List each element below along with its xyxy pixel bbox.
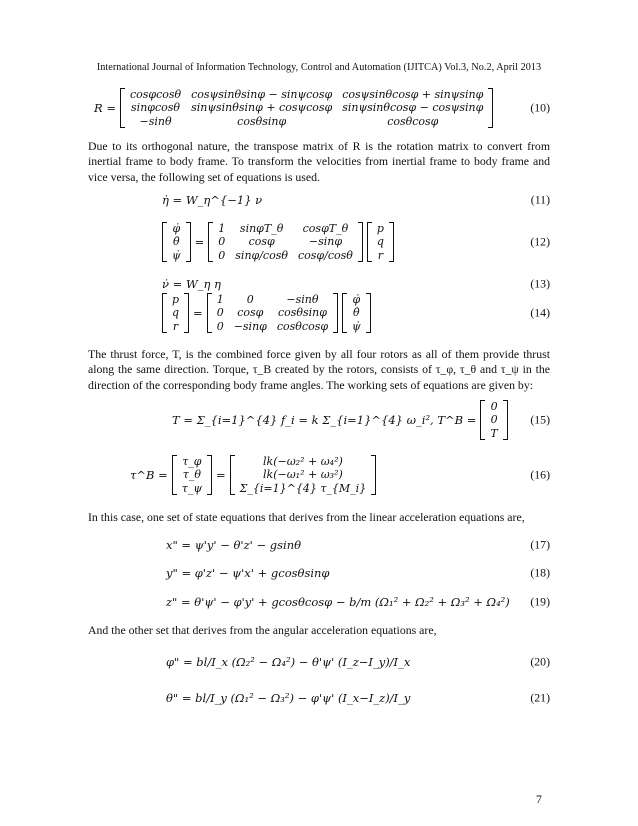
vector-cell: τ_ψ xyxy=(181,481,202,495)
vector-cell: lk(−ω₁² + ω₃²) xyxy=(263,468,343,482)
eq11-expression: η̇ = W_η^{−1} ν xyxy=(162,193,263,207)
matrix-cell: 0 xyxy=(218,248,226,262)
vector-cell: φ̇ xyxy=(352,292,361,306)
equation-15 xyxy=(88,398,550,442)
equation-14: p q r = 1 0 −sinθ 0 cosφ cosθsinφ 0 −sinφ cosθcosφ φ̇ θ̇ ψ̇ (14) xyxy=(88,290,550,336)
eq17-expression: x" = ψ'y' − θ'z' − gsinθ xyxy=(166,538,302,552)
equation-20 xyxy=(88,648,550,676)
eq21-expression: θ" = bl/I_y (Ω₁² − Ω₃²) − φ'ψ' (I_x−I_z)/I_y xyxy=(166,691,411,705)
eq19-expression: z" = θ'ψ' − φ'y' + gcosθcosφ − b/m (Ω₁² + Ω₂² + Ω₃² + Ω₄²) xyxy=(166,595,510,609)
matrix-cell: cosψsinθsinφ − sinψcosφ xyxy=(191,87,333,101)
body-rate-vector xyxy=(367,222,394,263)
matrix-cell: cosθcosφ xyxy=(276,319,329,333)
matrix-cell: cosφ xyxy=(237,306,264,320)
vector-cell: ψ̇ xyxy=(352,319,361,333)
equation-18 xyxy=(88,563,550,583)
vector-cell: θ̇ xyxy=(353,306,360,320)
vector-cell: q xyxy=(376,235,384,249)
page-number: 7 xyxy=(536,792,542,806)
vector-cell: lk(−ω₂² + ω₄²) xyxy=(263,454,343,468)
matrix-cell: sinψsinθcosφ − cosψsinφ xyxy=(342,101,484,115)
vector-cell: p xyxy=(172,292,180,306)
equation-16: τ^B = τ_φ τ_θ τ_ψ = lk(−ω₂² + ω₄²) lk(−ω₁² + ω₃²) Σ_{i=1}^{4} τ_{M_i} (16) xyxy=(130,454,550,495)
equation-number: (11) xyxy=(530,192,550,207)
matrix-cell: −sinθ xyxy=(286,292,319,306)
vector-cell: r xyxy=(172,319,179,333)
eq13-expression: ν̇ = W_η η xyxy=(162,277,221,291)
thrust-vector xyxy=(480,400,507,441)
rotation-matrix xyxy=(120,88,493,129)
equation-17 xyxy=(88,535,550,555)
vector-cell: τ_θ xyxy=(182,468,201,482)
euler-rate-vector xyxy=(342,293,371,334)
matrix-cell: 0 xyxy=(216,306,224,320)
equation-number: (21) xyxy=(530,690,550,705)
vector-cell: 0 xyxy=(490,399,498,413)
equation-10 xyxy=(88,84,550,132)
equation-number: (18) xyxy=(530,565,550,580)
matrix-cell: −sinθ xyxy=(139,114,172,128)
matrix-cell: cosψsinθcosφ + sinψsinφ xyxy=(342,87,484,101)
matrix-cell: 0 xyxy=(216,319,224,333)
matrix-cell: 1 xyxy=(216,292,224,306)
vector-cell: ψ̇ xyxy=(172,248,181,262)
paragraph-angular: And the other set that derives from the angular acceleration equations are, xyxy=(88,623,437,637)
vector-cell: T xyxy=(490,426,498,440)
equation-number: (16) xyxy=(530,467,550,482)
equation-number: (17) xyxy=(530,537,550,552)
vector-cell: φ̇ xyxy=(172,221,181,235)
matrix-cell: cosθsinφ xyxy=(277,306,327,320)
equation-21 xyxy=(88,684,550,712)
eq16-lhs-prefix: τ^B = xyxy=(130,468,168,482)
equation-12: φ̇ θ̇ ψ̇ = 1 sinφT_θ cosφT_θ 0 cosφ −sinφ 0 sinφ/cosθ cosφ/cosθ p q r (12) xyxy=(88,219,550,265)
vector-cell: Σ_{i=1}^{4} τ_{M_i} xyxy=(239,481,367,495)
equation-number: (13) xyxy=(530,276,550,291)
matrix-cell: cosθcosφ xyxy=(387,114,439,128)
eq15-expression: T = Σ_{i=1}^{4} f_i = k Σ_{i=1}^{4} ω_i², T^B = xyxy=(172,413,477,427)
equation-number: (20) xyxy=(530,654,550,669)
vector-cell: τ_φ xyxy=(182,454,202,468)
vector-cell: θ̇ xyxy=(173,235,180,249)
matrix-cell: cosφcosθ xyxy=(129,87,182,101)
equation-number: (19) xyxy=(530,594,550,609)
matrix-cell: −sinφ xyxy=(308,235,343,249)
eq20-expression: φ" = bl/I_x (Ω₂² − Ω₄²) − θ'ψ' (I_z−I_y)/I_x xyxy=(166,655,411,669)
matrix-cell: cosφT_θ xyxy=(302,221,349,235)
matrix-cell: sinφT_θ xyxy=(239,221,284,235)
paragraph-thrust: The thrust force, T, is the combined force given by all four rotors as all of them provide thrust along the same direction. Torque, τ_B created by the rotors, consists of τ_φ, τ_θ and τ_ψ in the direction of the corresponding body frame angles. The working sets of equations are given by: xyxy=(88,347,550,392)
equation-19 xyxy=(88,590,550,614)
vector-cell: p xyxy=(376,221,384,235)
vector-cell: 0 xyxy=(490,413,498,427)
torque-expression-vector xyxy=(230,455,377,496)
inverse-transform-matrix xyxy=(207,293,338,334)
torque-vector xyxy=(172,455,212,496)
equation-number: (14) xyxy=(530,305,550,320)
matrix-cell: 0 xyxy=(218,235,226,249)
vector-cell: r xyxy=(377,248,384,262)
journal-header: International Journal of Information Technology, Control and Automation (IJITCA) Vol.3, No.2, April 2013 xyxy=(96,62,542,73)
euler-rate-vector xyxy=(162,222,191,263)
transform-matrix xyxy=(208,222,363,263)
matrix-cell: cosφ/cosθ xyxy=(298,248,353,262)
matrix-cell: sinψsinθsinφ + cosψcosφ xyxy=(191,101,333,115)
eq10-lhs: R = xyxy=(94,101,116,115)
matrix-cell: −sinφ xyxy=(233,319,267,333)
matrix-cell: sinφcosθ xyxy=(131,101,181,115)
matrix-cell: 0 xyxy=(246,292,254,306)
matrix-cell: sinφ/cosθ xyxy=(235,248,288,262)
matrix-cell: 1 xyxy=(218,221,226,235)
equation-number: (15) xyxy=(530,412,550,427)
matrix-cell: cosφ xyxy=(248,235,275,249)
body-rate-vector xyxy=(162,293,189,334)
eq18-expression: y" = φ'z' − ψ'x' + gcosθsinφ xyxy=(166,566,330,580)
equation-number: (12) xyxy=(530,234,550,249)
vector-cell: q xyxy=(172,306,180,320)
equation-11 xyxy=(88,189,550,211)
paragraph-orthogonal: Due to its orthogonal nature, the transpose matrix of R is the rotation matrix to convert from inertial frame to body frame. To transform the velocities from inertial frame to body frame and vice versa, the following set of equations is used. xyxy=(88,139,550,184)
paragraph-linear: In this case, one set of state equations that derives from the linear acceleration equations are, xyxy=(88,510,525,524)
equation-number: (10) xyxy=(530,100,550,115)
matrix-cell: cosθsinφ xyxy=(237,114,287,128)
